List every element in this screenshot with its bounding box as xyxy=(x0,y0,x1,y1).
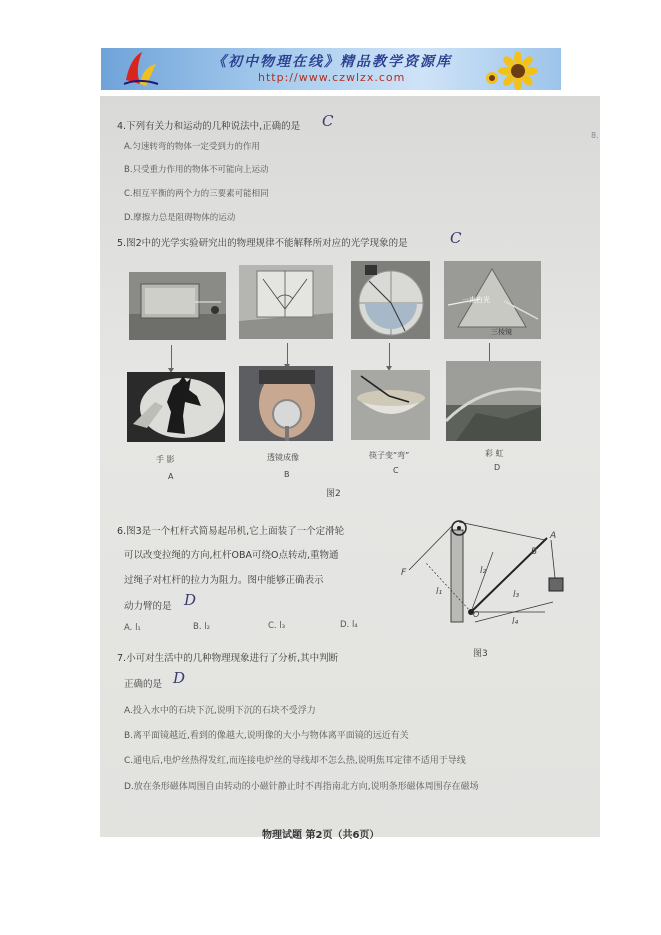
q5-handwritten-answer: C xyxy=(450,229,462,247)
photo-hand-shadow xyxy=(127,372,225,442)
page-footer: 物理试题 第2页（共6页） xyxy=(262,830,380,841)
banner-title: 《初中物理在线》精品教学资源库 xyxy=(212,54,452,70)
q7-line-1: 7.小可对生活中的几种物理现象进行了分析,其中判断 xyxy=(117,653,339,664)
q7-option-d: D.放在条形磁体周围自由转动的小磁针静止时不再指南北方向,说明条形磁体周围存在磁场 xyxy=(124,782,479,792)
caption-d-name: 彩 虹 xyxy=(485,449,504,458)
fig3-label-o: O xyxy=(473,610,480,619)
fig3-label-a: A xyxy=(550,531,557,541)
q5-stem: 5.图2中的光学实验研究出的物理规律不能解释所对应的光学现象的是 xyxy=(117,238,408,249)
q4-option-c: C.相互平衡的两个力的三要素可能相同 xyxy=(124,189,269,199)
q7-line-2: 正确的是 xyxy=(124,679,163,690)
q4-option-d: D.摩擦力总是阻碍物体的运动 xyxy=(124,213,236,223)
site-logo-icon xyxy=(120,50,160,88)
fig3-label-l3: l₃ xyxy=(513,590,520,600)
q4-handwritten-answer: C xyxy=(322,112,334,130)
fig3-label-b: B xyxy=(531,547,538,557)
q6-line-4: 动力臂的是 xyxy=(124,601,172,612)
q6-line-1: 6.图3是一个杠杆式简易起吊机,它上面装了一个定滑轮 xyxy=(117,526,345,537)
caption-b-name: 透镜成像 xyxy=(267,453,299,462)
side-question-number: 8. xyxy=(591,131,599,140)
caption-c-name: 筷子变“弯” xyxy=(369,451,410,460)
fig3-label-l4: l₄ xyxy=(512,617,519,627)
q7-option-b: B.离平面镜越近,看到的像越大,说明像的大小与物体离平面镜的远近有关 xyxy=(124,731,409,741)
sunflower-icon xyxy=(478,52,548,90)
arrow-a xyxy=(171,345,172,369)
q7-option-c: C.通电后,电炉丝热得发红,而连接电炉丝的导线却不怎么热,说明焦耳定律不适用于导线 xyxy=(124,756,466,766)
caption-a-name: 手 影 xyxy=(156,455,175,464)
figure-2-label: 图2 xyxy=(326,489,341,499)
caption-a-letter: A xyxy=(168,472,174,481)
prism-white-light-label: 一束白光 xyxy=(462,296,490,304)
q6-option-c: C. l₃ xyxy=(268,621,286,631)
q4-stem: 4.下列有关力和运动的几种说法中,正确的是 xyxy=(117,121,301,132)
fig3-label-l2: l₂ xyxy=(480,566,487,576)
figure-3-label: 图3 xyxy=(473,649,488,659)
caption-c-letter: C xyxy=(393,466,399,475)
q6-option-b: B. l₂ xyxy=(193,622,211,632)
q4-option-a: A.匀速转弯的物体一定受到力的作用 xyxy=(124,142,260,152)
q4-option-b: B.只受重力作用的物体不可能向上运动 xyxy=(124,165,269,175)
prism-label: 三棱镜 xyxy=(491,328,512,336)
photo-refraction-experiment xyxy=(351,261,430,339)
caption-d-letter: D xyxy=(494,463,501,472)
arrow-b xyxy=(287,343,288,365)
fig3-label-l1: l₁ xyxy=(436,587,443,597)
q7-option-a: A.投入水中的石块下沉,说明下沉的石块不受浮力 xyxy=(124,706,316,716)
photo-light-straight-line-experiment xyxy=(129,272,226,340)
photo-reflection-experiment xyxy=(239,265,333,339)
q6-option-a: A. l₁ xyxy=(124,623,141,633)
photo-bent-chopsticks xyxy=(351,370,430,440)
banner-url[interactable]: http://www.czwlzx.com xyxy=(258,71,406,84)
q6-line-3: 过绳子对杠杆的拉力为阻力。图中能够正确表示 xyxy=(124,575,324,586)
q6-option-d: D. l₄ xyxy=(340,620,358,630)
q6-line-2: 可以改变拉绳的方向,杠杆OBA可绕O点转动,重物通 xyxy=(124,550,339,561)
arrow-c xyxy=(389,343,390,367)
q7-handwritten-answer: D xyxy=(173,669,186,687)
fig3-label-f: F xyxy=(401,568,407,578)
photo-magnifier-lens xyxy=(239,366,333,441)
exam-paper xyxy=(100,96,600,837)
caption-b-letter: B xyxy=(284,470,290,479)
photo-rainbow xyxy=(446,361,541,441)
q6-handwritten-answer: D xyxy=(184,591,197,609)
